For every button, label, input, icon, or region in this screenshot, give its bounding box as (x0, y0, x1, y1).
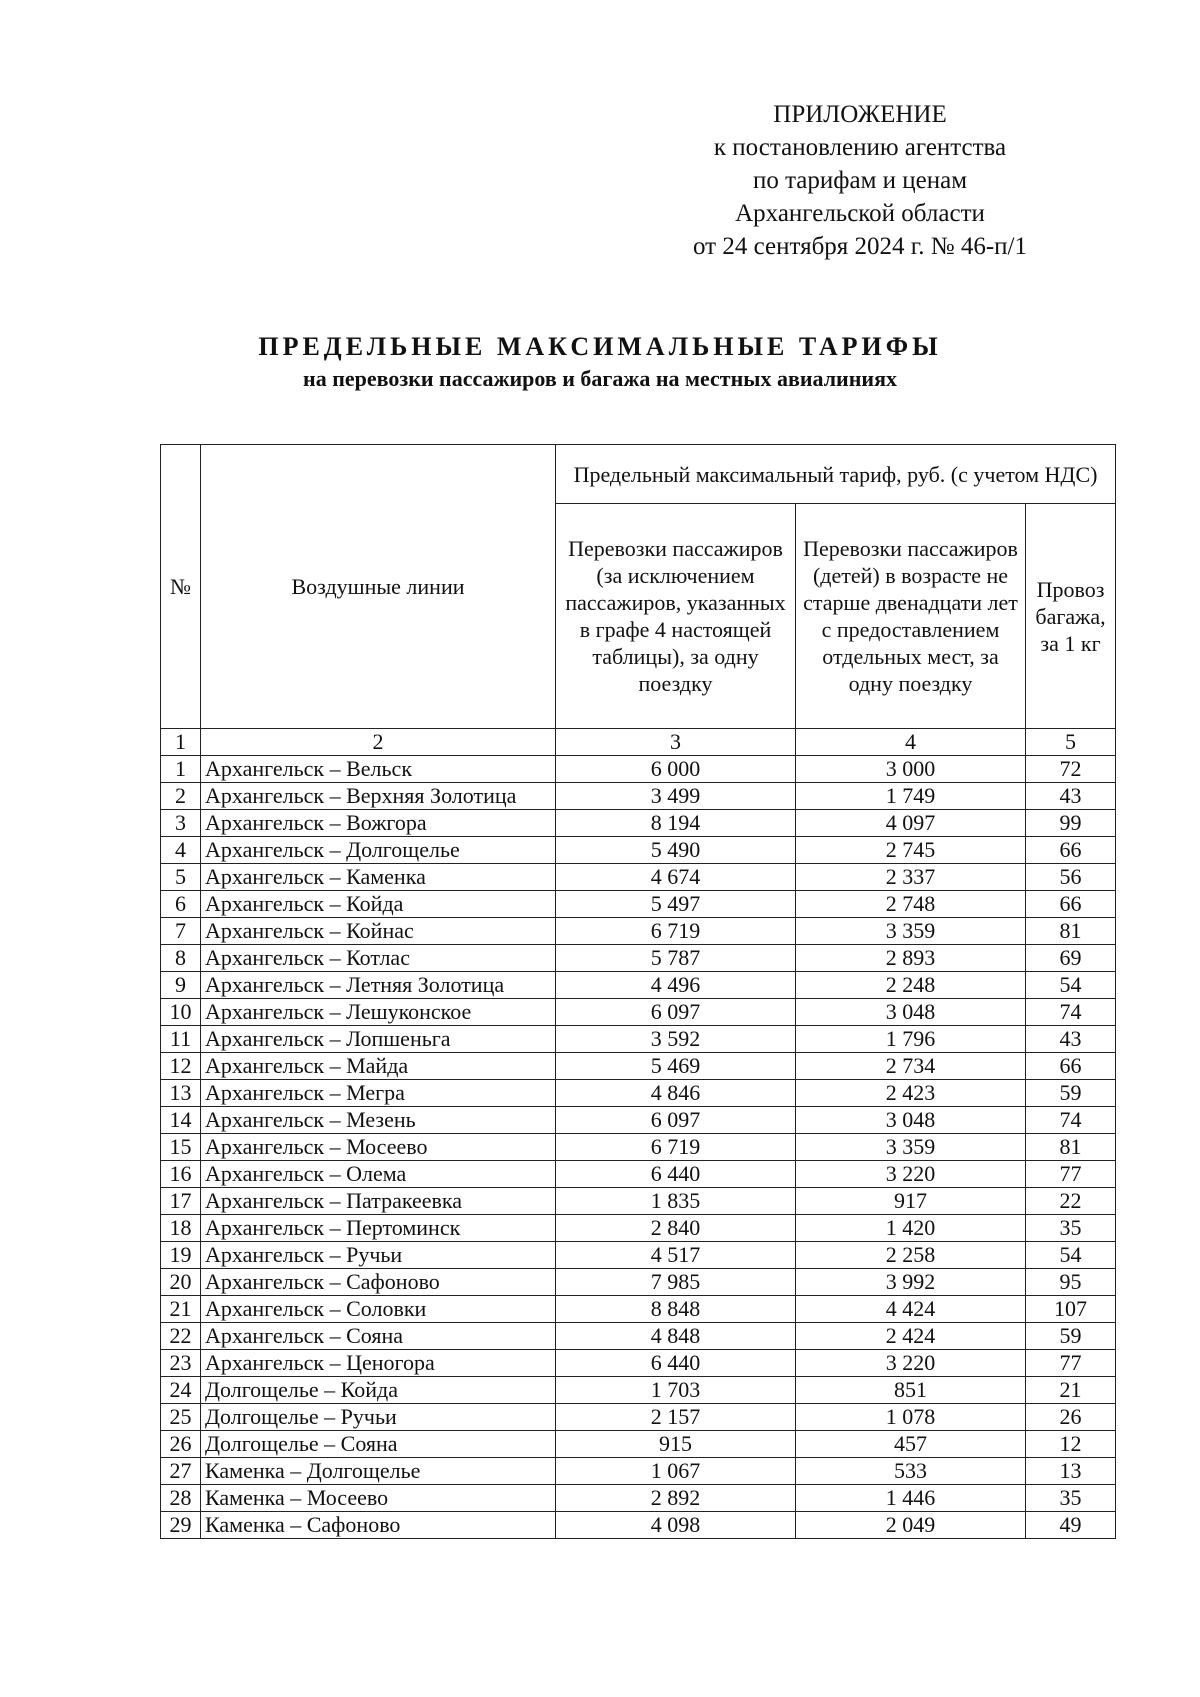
row-number: 7 (161, 918, 201, 945)
route-name: Архангельск – Соловки (201, 1296, 556, 1323)
table-row (161, 1269, 1116, 1296)
table-row (161, 1053, 1116, 1080)
adult-fare: 2 840 (556, 1215, 796, 1242)
baggage-fare: 49 (1026, 1512, 1116, 1539)
row-number: 23 (161, 1350, 201, 1377)
table-row (161, 1377, 1116, 1404)
route-name: Архангельск – Патракеевка (201, 1188, 556, 1215)
table-row (161, 1404, 1116, 1431)
adult-fare: 1 067 (556, 1458, 796, 1485)
adult-fare: 1 703 (556, 1377, 796, 1404)
child-fare: 3 359 (796, 1134, 1026, 1161)
title-main: ПРЕДЕЛЬНЫЕ МАКСИМАЛЬНЫЕ ТАРИФЫ (258, 332, 942, 361)
route-name: Архангельск – Вожгора (201, 810, 556, 837)
child-fare: 2 049 (796, 1512, 1026, 1539)
header-number: № (161, 445, 201, 729)
baggage-fare: 69 (1026, 945, 1116, 972)
baggage-fare: 21 (1026, 1377, 1116, 1404)
route-name: Архангельск – Котлас (201, 945, 556, 972)
child-fare: 4 097 (796, 810, 1026, 837)
child-fare: 2 258 (796, 1242, 1026, 1269)
baggage-fare: 22 (1026, 1188, 1116, 1215)
baggage-fare: 59 (1026, 1323, 1116, 1350)
child-fare: 2 748 (796, 891, 1026, 918)
child-fare: 457 (796, 1431, 1026, 1458)
child-fare: 1 796 (796, 1026, 1026, 1053)
table-row (161, 1215, 1116, 1242)
baggage-fare: 81 (1026, 1134, 1116, 1161)
baggage-fare: 59 (1026, 1080, 1116, 1107)
child-fare: 2 337 (796, 864, 1026, 891)
route-name: Архангельск – Пертоминск (201, 1215, 556, 1242)
route-name: Архангельск – Олема (201, 1161, 556, 1188)
table-row (161, 756, 1116, 783)
adult-fare: 5 469 (556, 1053, 796, 1080)
route-name: Архангельск – Мегра (201, 1080, 556, 1107)
adult-fare: 8 194 (556, 810, 796, 837)
row-number: 17 (161, 1188, 201, 1215)
route-name: Каменка – Долгощелье (201, 1458, 556, 1485)
route-name: Архангельск – Лопшеньга (201, 1026, 556, 1053)
adult-fare: 4 517 (556, 1242, 796, 1269)
child-fare: 917 (796, 1188, 1026, 1215)
row-number: 26 (161, 1431, 201, 1458)
column-number: 2 (201, 729, 556, 756)
route-name: Архангельск – Летняя Золотица (201, 972, 556, 999)
row-number: 13 (161, 1080, 201, 1107)
child-fare: 851 (796, 1377, 1026, 1404)
row-number: 11 (161, 1026, 201, 1053)
baggage-fare: 43 (1026, 1026, 1116, 1053)
adult-fare: 4 496 (556, 972, 796, 999)
baggage-fare: 13 (1026, 1458, 1116, 1485)
baggage-fare: 43 (1026, 783, 1116, 810)
header-air-lines: Воздушные линии (201, 445, 556, 729)
child-fare: 3 048 (796, 1107, 1026, 1134)
route-name: Архангельск – Сафоново (201, 1269, 556, 1296)
baggage-fare: 66 (1026, 837, 1116, 864)
adult-fare: 6 719 (556, 918, 796, 945)
header-tariff-group: Предельный максимальный тариф, руб. (с учетом НДС) (556, 445, 1116, 504)
table-row (161, 1107, 1116, 1134)
adult-fare: 2 157 (556, 1404, 796, 1431)
adult-fare: 6 097 (556, 999, 796, 1026)
table-row (161, 1458, 1116, 1485)
route-name: Архангельск – Ценогора (201, 1350, 556, 1377)
row-number: 19 (161, 1242, 201, 1269)
title-sub: на перевозки пассажиров и багажа на местных авиалиниях (303, 366, 897, 391)
baggage-fare: 77 (1026, 1161, 1116, 1188)
row-number: 16 (161, 1161, 201, 1188)
adult-fare: 3 499 (556, 783, 796, 810)
table-row (161, 1512, 1116, 1539)
table-row (161, 783, 1116, 810)
row-number: 18 (161, 1215, 201, 1242)
table-row (161, 999, 1116, 1026)
row-number: 4 (161, 837, 201, 864)
route-name: Архангельск – Лешуконское (201, 999, 556, 1026)
child-fare: 2 893 (796, 945, 1026, 972)
row-number: 20 (161, 1269, 201, 1296)
route-name: Архангельск – Койнас (201, 918, 556, 945)
adult-fare: 5 490 (556, 837, 796, 864)
column-number: 3 (556, 729, 796, 756)
baggage-fare: 99 (1026, 810, 1116, 837)
annex-line: по тарифам и ценам (752, 167, 968, 194)
adult-fare: 1 835 (556, 1188, 796, 1215)
table-row (161, 864, 1116, 891)
route-name: Архангельск – Мосеево (201, 1134, 556, 1161)
baggage-fare: 95 (1026, 1269, 1116, 1296)
adult-fare: 2 892 (556, 1485, 796, 1512)
adult-fare: 6 097 (556, 1107, 796, 1134)
child-fare: 2 734 (796, 1053, 1026, 1080)
route-name: Долгощелье – Ручьи (201, 1404, 556, 1431)
baggage-fare: 54 (1026, 1242, 1116, 1269)
adult-fare: 5 787 (556, 945, 796, 972)
row-number: 6 (161, 891, 201, 918)
adult-fare: 915 (556, 1431, 796, 1458)
table-row (161, 1296, 1116, 1323)
adult-fare: 6 440 (556, 1350, 796, 1377)
header-baggage: Провоз багажа, за 1 кг (1026, 504, 1116, 729)
baggage-fare: 12 (1026, 1431, 1116, 1458)
table-row (161, 837, 1116, 864)
child-fare: 2 423 (796, 1080, 1026, 1107)
header-adult-fare: Перевозки пассажиров (за исключением пассажиров, указанных в графе 4 настоящей таблицы), за одну поездку (556, 504, 796, 729)
adult-fare: 6 440 (556, 1161, 796, 1188)
row-number: 5 (161, 864, 201, 891)
table-row (161, 1161, 1116, 1188)
adult-fare: 7 985 (556, 1269, 796, 1296)
annex-line: к постановлению агентства (713, 134, 1007, 161)
child-fare: 3 220 (796, 1350, 1026, 1377)
route-name: Архангельск – Вельск (201, 756, 556, 783)
adult-fare: 6 000 (556, 756, 796, 783)
route-name: Долгощелье – Сояна (201, 1431, 556, 1458)
adult-fare: 3 592 (556, 1026, 796, 1053)
table-row (161, 891, 1116, 918)
adult-fare: 4 674 (556, 864, 796, 891)
row-number: 28 (161, 1485, 201, 1512)
baggage-fare: 26 (1026, 1404, 1116, 1431)
row-number: 15 (161, 1134, 201, 1161)
table-row (161, 810, 1116, 837)
annex-date-number: от 24 сентября 2024 г. № 46-п/1 (693, 233, 1027, 260)
child-fare: 2 424 (796, 1323, 1026, 1350)
annex-line: Архангельской области (735, 200, 985, 227)
baggage-fare: 74 (1026, 1107, 1116, 1134)
baggage-fare: 81 (1026, 918, 1116, 945)
route-name: Архангельск – Мезень (201, 1107, 556, 1134)
row-number: 8 (161, 945, 201, 972)
row-number: 14 (161, 1107, 201, 1134)
child-fare: 3 048 (796, 999, 1026, 1026)
child-fare: 1 078 (796, 1404, 1026, 1431)
table-row (161, 918, 1116, 945)
child-fare: 4 424 (796, 1296, 1026, 1323)
row-number: 29 (161, 1512, 201, 1539)
child-fare: 1 446 (796, 1485, 1026, 1512)
adult-fare: 8 848 (556, 1296, 796, 1323)
column-number: 4 (796, 729, 1026, 756)
annex-title: ПРИЛОЖЕНИЕ (773, 101, 947, 128)
route-name: Каменка – Сафоново (201, 1512, 556, 1539)
route-name: Архангельск – Койда (201, 891, 556, 918)
route-name: Долгощелье – Койда (201, 1377, 556, 1404)
row-number: 2 (161, 783, 201, 810)
adult-fare: 4 098 (556, 1512, 796, 1539)
table-row (161, 1134, 1116, 1161)
column-number: 5 (1026, 729, 1116, 756)
baggage-fare: 72 (1026, 756, 1116, 783)
adult-fare: 4 846 (556, 1080, 796, 1107)
row-number: 9 (161, 972, 201, 999)
baggage-fare: 56 (1026, 864, 1116, 891)
baggage-fare: 66 (1026, 891, 1116, 918)
child-fare: 3 992 (796, 1269, 1026, 1296)
route-name: Архангельск – Сояна (201, 1323, 556, 1350)
column-number-row (161, 729, 1116, 756)
baggage-fare: 66 (1026, 1053, 1116, 1080)
route-name: Архангельск – Верхняя Золотица (201, 783, 556, 810)
table-row (161, 1242, 1116, 1269)
row-number: 27 (161, 1458, 201, 1485)
table-row (161, 972, 1116, 999)
table-row (161, 1485, 1116, 1512)
child-fare: 2 248 (796, 972, 1026, 999)
row-number: 1 (161, 756, 201, 783)
baggage-fare: 35 (1026, 1485, 1116, 1512)
row-number: 10 (161, 999, 201, 1026)
baggage-fare: 35 (1026, 1215, 1116, 1242)
table-row (161, 1188, 1116, 1215)
table-row (161, 1026, 1116, 1053)
table-row (161, 1080, 1116, 1107)
baggage-fare: 107 (1026, 1296, 1116, 1323)
route-name: Каменка – Мосеево (201, 1485, 556, 1512)
row-number: 3 (161, 810, 201, 837)
child-fare: 3 359 (796, 918, 1026, 945)
child-fare: 1 420 (796, 1215, 1026, 1242)
row-number: 22 (161, 1323, 201, 1350)
child-fare: 533 (796, 1458, 1026, 1485)
tariff-table (160, 444, 1116, 1539)
row-number: 21 (161, 1296, 201, 1323)
table-row (161, 945, 1116, 972)
baggage-fare: 54 (1026, 972, 1116, 999)
adult-fare: 4 848 (556, 1323, 796, 1350)
document-title (0, 330, 1200, 394)
adult-fare: 5 497 (556, 891, 796, 918)
child-fare: 3 220 (796, 1161, 1026, 1188)
adult-fare: 6 719 (556, 1134, 796, 1161)
route-name: Архангельск – Майда (201, 1053, 556, 1080)
table-row (161, 1323, 1116, 1350)
route-name: Архангельск – Долгощелье (201, 837, 556, 864)
baggage-fare: 77 (1026, 1350, 1116, 1377)
child-fare: 3 000 (796, 756, 1026, 783)
table-row (161, 1431, 1116, 1458)
baggage-fare: 74 (1026, 999, 1116, 1026)
child-fare: 1 749 (796, 783, 1026, 810)
table-row (161, 1350, 1116, 1377)
row-number: 25 (161, 1404, 201, 1431)
route-name: Архангельск – Каменка (201, 864, 556, 891)
column-number: 1 (161, 729, 201, 756)
route-name: Архангельск – Ручьи (201, 1242, 556, 1269)
row-number: 12 (161, 1053, 201, 1080)
annex-header (660, 98, 1060, 263)
header-child-fare: Перевозки пассажиров (детей) в возрасте не старше двенадцати лет с предоставлением отдельных мест, за одну поездку (796, 504, 1026, 729)
row-number: 24 (161, 1377, 201, 1404)
child-fare: 2 745 (796, 837, 1026, 864)
